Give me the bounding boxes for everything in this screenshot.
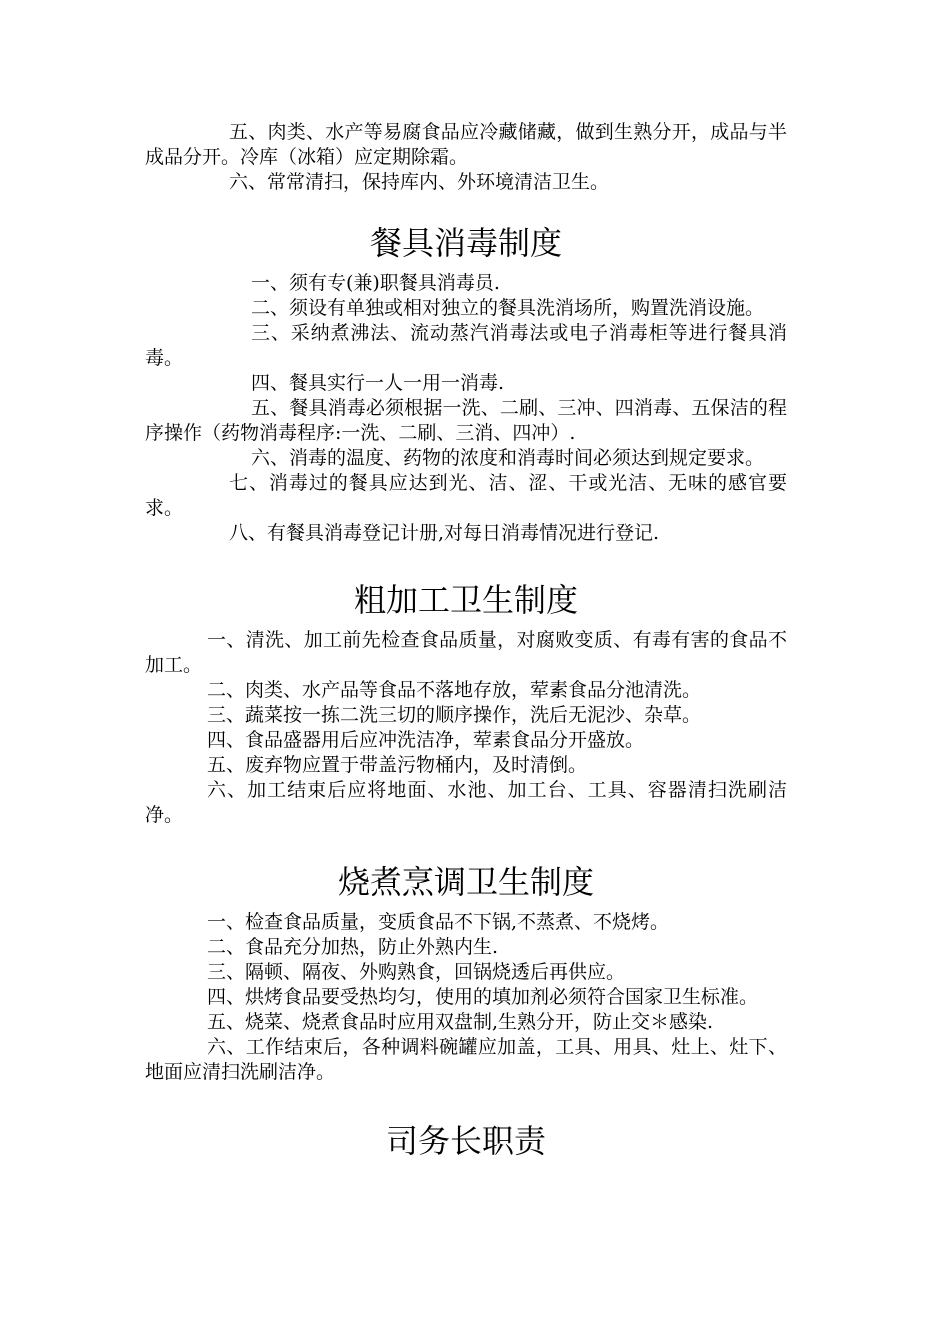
- intro-item-6: 六、常常清扫，保持库内、外环境清洁卫生。: [229, 171, 610, 193]
- cooking-item: 五、烧菜、烧煮食品时应用双盘制,生熟分开，防止交＊感染.: [207, 1011, 714, 1033]
- rough-item: 一、清洗、加工前先检查食品质量，对腐败变质、有毒有害的食品不加工。: [145, 629, 787, 676]
- rough-item: 五、废弃物应置于带盖污物桶内，及时清倒。: [207, 754, 588, 776]
- section-title-steward-duties: 司务长职责: [385, 1122, 546, 1160]
- section-title-tableware: 餐具消毒制度: [369, 224, 562, 262]
- section-title-cooking: 烧煮烹调卫生制度: [337, 863, 594, 901]
- tableware-item: 六、消毒的温度、药物的浓度和消毒时间必须达到规定要求。: [251, 447, 765, 469]
- document-body: [145, 120, 787, 1161]
- tableware-item: 三、采纳煮沸法、流动蒸汽消毒法或电子消毒柜等进行餐具消毒。: [145, 322, 787, 369]
- cooking-item: 二、食品充分加热，防止外熟内生.: [207, 936, 499, 958]
- tableware-item: 二、须设有单独或相对独立的餐具洗消场所，购置洗消设施。: [251, 297, 765, 319]
- rough-item: 六、加工结束后应将地面、水池、加工台、工具、容器清扫洗刷洁净。: [145, 779, 787, 826]
- section-title-rough-processing: 粗加工卫生制度: [353, 581, 578, 619]
- cooking-item: 四、烘烤食品要受热均匀，使用的填加剂必须符合国家卫生标准。: [207, 986, 759, 1008]
- cooking-item: 三、隔顿、隔夜、外购熟食，回锅烧透后再供应。: [207, 961, 626, 983]
- tableware-item: 五、餐具消毒必须根据一洗、二刷、三冲、四消毒、五保洁的程序操作（药物消毒程序:一洗、二刷、三消、四冲）.: [145, 397, 787, 444]
- rough-item: 三、蔬菜按一拣二洗三切的顺序操作，洗后无泥沙、杂草。: [207, 704, 702, 726]
- tableware-item: 一、须有专(兼)职餐具消毒员.: [251, 272, 500, 294]
- rough-item: 四、食品盛器用后应冲洗洁净，荤素食品分开盛放。: [207, 729, 645, 751]
- intro-item-5: 五、肉类、水产等易腐食品应冷藏储藏，做到生熟分开，成品与半成品分开。冷库（冰箱）应定期除霜。: [145, 121, 787, 168]
- tableware-item: 八、有餐具消毒登记计册,对每日消毒情况进行登记.: [229, 522, 660, 544]
- tableware-item: 四、餐具实行一人一用一消毒.: [251, 372, 505, 394]
- rough-item: 二、肉类、水产品等食品不落地存放，荤素食品分池清洗。: [207, 679, 702, 701]
- cooking-item: 六、工作结束后，各种调料碗罐应加盖，工具、用具、灶上、灶下、地面应清扫洗刷洁净。: [145, 1036, 787, 1083]
- tableware-item: 七、消毒过的餐具应达到光、洁、涩、干或光洁、无味的感官要求。: [145, 472, 787, 519]
- cooking-item: 一、检查食品质量，变质食品不下锅,不蒸煮、不烧烤。: [207, 911, 670, 933]
